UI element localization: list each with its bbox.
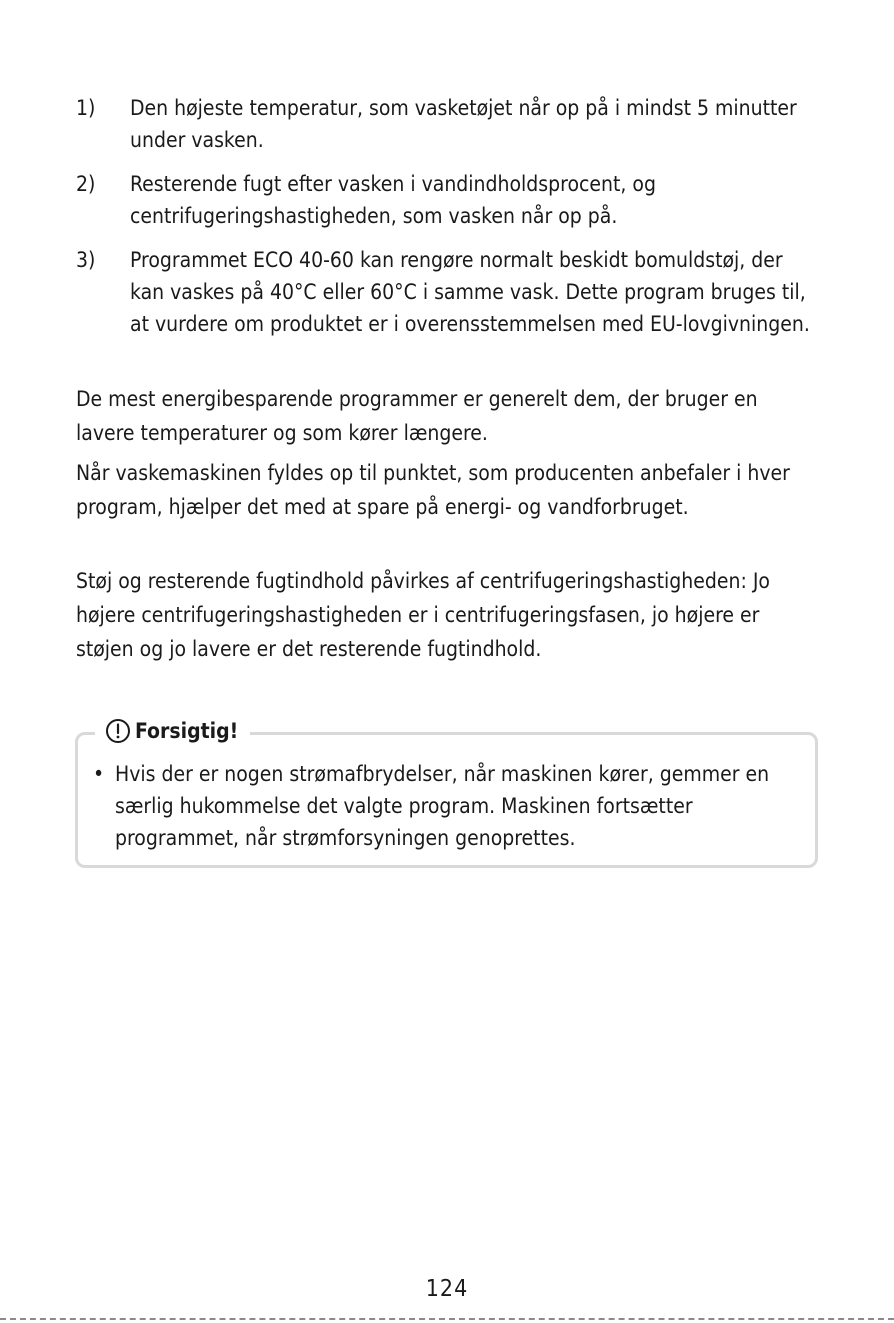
- page-number: 124: [425, 1276, 469, 1302]
- footnote-text: Resterende fugt efter vasken i vandindholdsprocent, og centrifugeringshastigheden, som vasken når op på.: [130, 172, 656, 228]
- body-paragraph: Når vaskemaskinen fyldes op til punktet, som producenten anbefaler i hver program, hjælper det med at spare på energi- og vandforbruget.: [76, 461, 790, 519]
- footnote-number: 1): [76, 96, 96, 120]
- exclamation-circle-icon: [105, 718, 131, 744]
- caution-title: Forsigtig!: [135, 719, 239, 743]
- footnote-number: 2): [76, 172, 96, 196]
- bullet-glyph: •: [93, 762, 105, 786]
- caution-header: [95, 714, 250, 748]
- footnote-item: [76, 244, 816, 340]
- caution-item-text: Hvis der er nogen strømafbrydelser, når maskinen kører, gemmer en særlig hukommelse det valgte program. Maskinen fortsætter programmet, når strømforsyningen genoprettes.: [115, 762, 770, 850]
- caution-list: [93, 758, 808, 854]
- page-bottom-divider: [0, 1318, 894, 1320]
- caution-item: [93, 758, 808, 854]
- footnote-text: Den højeste temperatur, som vasketøjet når op på i mindst 5 minutter under vasken.: [130, 96, 797, 152]
- body-paragraph: Støj og resterende fugtindhold påvirkes af centrifugeringshastigheden: Jo højere centrifugeringshastigheden er i centrifugeringsfasen, jo højere er støjen og jo lavere er det resterende fugtindhold.: [76, 569, 770, 661]
- footnote-number: 3): [76, 248, 96, 272]
- footnote-item: [76, 168, 816, 232]
- body-paragraph: De mest energibesparende programmer er generelt dem, der bruger en lavere temperaturer og som kører længere.: [76, 387, 758, 445]
- footnote-list: [76, 92, 816, 352]
- footnote-text: Programmet ECO 40-60 kan rengøre normalt beskidt bomuldstøj, der kan vaskes på 40°C eller 60°C i samme vask. Dette program bruges til, at vurdere om produktet er i overensstemmelsen med EU-lovgivningen.: [130, 248, 810, 336]
- footnote-item: [76, 92, 816, 156]
